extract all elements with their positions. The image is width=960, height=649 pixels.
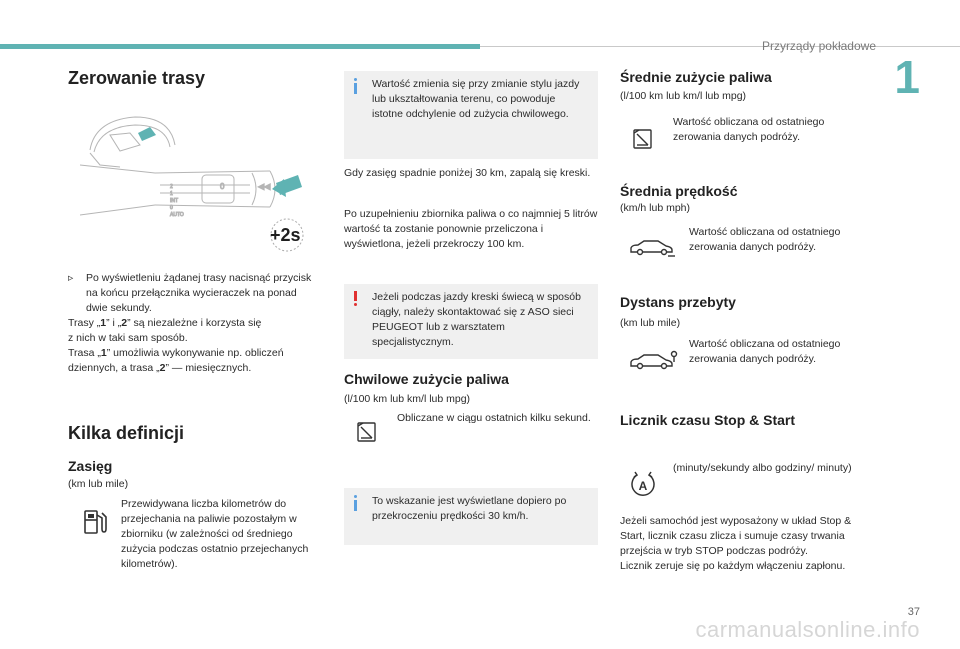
- header-accent-bar: [0, 44, 480, 49]
- range-title: Zasięg: [68, 458, 113, 474]
- stop-start-desc-2: Licznik zeruje się po każdym włączeniu zapłonu.: [620, 560, 846, 572]
- svg-text:AUTO: AUTO: [170, 212, 184, 218]
- distance-title: Dystans przebyty: [620, 294, 736, 310]
- info-icon: [354, 83, 357, 94]
- bullet-item: [68, 271, 320, 316]
- usage-text-b: ” umożliwia wykonywanie np. obliczeń: [106, 347, 284, 359]
- svg-text:1: 1: [170, 191, 173, 197]
- stop-start-unit: (minuty/sekundy albo godziny/ minuty): [673, 462, 852, 474]
- svg-text:◀◀: ◀◀: [258, 182, 271, 191]
- avg-consumption-description: Wartość obliczana od ostatniego zerowania danych podróży.: [673, 116, 825, 143]
- svg-text:0: 0: [170, 205, 173, 211]
- trips-text-a: Trasy „: [68, 317, 101, 329]
- trip-2-label: 2: [121, 317, 128, 329]
- svg-text:INT: INT: [170, 198, 179, 204]
- trips-text-b: ” i „: [106, 317, 122, 329]
- avg-consumption-icon: [632, 127, 654, 151]
- trips-text: [68, 316, 320, 346]
- trips-text-c: ” są niezależne i korzysta się: [127, 317, 262, 329]
- avg-speed-title: Średnia prędkość: [620, 183, 738, 199]
- fuel-range-icon: [82, 505, 110, 537]
- warning-icon: [354, 291, 357, 301]
- avg-speed-unit: (km/h lub mph): [620, 202, 691, 214]
- usage-text-c: dziennych, a trasa „: [68, 362, 160, 374]
- range-refuel-text: Po uzupełnieniu zbiornika paliwa o co najmniej 5 litrów wartość ta zostanie ponownie przeliczona i wyświetlona, jeżeli przekroczy 100 km.: [344, 208, 598, 250]
- range-unit: (km lub mile): [68, 478, 129, 490]
- avg-speed-description: Wartość obliczana od ostatniego zerowania danych podróży.: [689, 226, 841, 253]
- distance-car-icon: [628, 350, 678, 374]
- stop-start-desc-1: Jeżeli samochód jest wyposażony w układ Stop & Start, licznik czasu zlicza i sumuje czasy trwania przejścia w tryb STOP podczas podróży.: [620, 515, 852, 557]
- section-title-reset: Zerowanie trasy: [68, 68, 206, 88]
- stop-start-icon: [628, 470, 658, 500]
- stop-start-description: [620, 514, 870, 574]
- trip-1-label: 1: [100, 317, 107, 329]
- usage-trip-2: 2: [159, 362, 166, 374]
- avg-consumption-title: Średnie zużycie paliwa: [620, 69, 772, 85]
- usage-text-d: ” — miesięcznych.: [165, 362, 252, 374]
- watermark: carmanualsonline.info: [695, 617, 920, 642]
- stop-start-title: Licznik czasu Stop & Start: [620, 412, 796, 428]
- svg-text:0: 0: [220, 182, 225, 191]
- instant-consumption-description: Obliczane w ciągu ostatnich kilku sekund.: [397, 412, 591, 424]
- trip-usage-text: [68, 346, 320, 376]
- reset-instructions: [68, 271, 320, 376]
- chapter-title: Przyrządy pokładowe: [761, 39, 876, 53]
- usage-text-a: Trasa „: [68, 347, 101, 359]
- range-low-text: Gdy zasięg spadnie poniżej 30 km, zapalą się kreski.: [344, 167, 591, 179]
- warning-icon-dot: [354, 303, 357, 306]
- instant-consumption-unit: (l/100 km lub km/l lub mpg): [344, 393, 471, 405]
- instant-consumption-icon: [356, 420, 378, 444]
- svg-text:2: 2: [170, 184, 173, 190]
- bullet-text: Po wyświetleniu żądanej trasy nacisnąć przycisk na końcu przełącznika wycieraczek na ponad dwie sekundy.: [86, 272, 312, 314]
- distance-description: Wartość obliczana od ostatniego zerowania danych podróży.: [689, 338, 841, 365]
- info-icon-dot: [354, 78, 357, 81]
- header-rule: [480, 46, 960, 47]
- info-box-consumption: [344, 71, 598, 159]
- instant-consumption-title: Chwilowe zużycie paliwa: [344, 371, 509, 387]
- avg-speed-car-icon: [628, 238, 678, 258]
- bullet-icon: ▹: [68, 272, 74, 284]
- chapter-number: 1: [894, 51, 920, 103]
- two-seconds-badge: +2s: [270, 225, 301, 245]
- page-number: 37: [907, 606, 920, 618]
- warning-box-text: Jeżeli podczas jazdy kreski świecą w sposób ciągły, należy skontaktować się z ASO sieci PEUGEOT lub z warsztatem specjalistycznym.: [372, 291, 581, 348]
- info-box-text: Wartość zmienia się przy zmianie stylu jazdy lub ukształtowania terenu, co powoduje istotne odchylenie od zużycia chwilowego.: [372, 78, 580, 120]
- info-icon-2: [354, 500, 357, 511]
- distance-unit: (km lub mile): [620, 317, 681, 329]
- info-icon-dot-2: [354, 495, 357, 498]
- svg-text:A: A: [638, 479, 648, 493]
- section-title-definitions: Kilka definicji: [68, 423, 185, 443]
- info-box-2-text: To wskazanie jest wyświetlane dopiero po przekroczeniu prędkości 30 km/h.: [372, 495, 567, 522]
- trips-text-d: z nich w taki sam sposób.: [68, 332, 188, 344]
- usage-trip-1: 1: [100, 347, 107, 359]
- avg-consumption-unit: (l/100 km lub km/l lub mpg): [620, 90, 747, 102]
- info-box-speed-threshold: [344, 488, 598, 545]
- range-description: Przewidywana liczba kilometrów do przejechania na paliwie pozostałym w zbiorniku (w zależności od średniego zużycia podczas ostatnio przejechanych kilometrów).: [121, 498, 309, 570]
- warning-box-dashes: [344, 284, 598, 359]
